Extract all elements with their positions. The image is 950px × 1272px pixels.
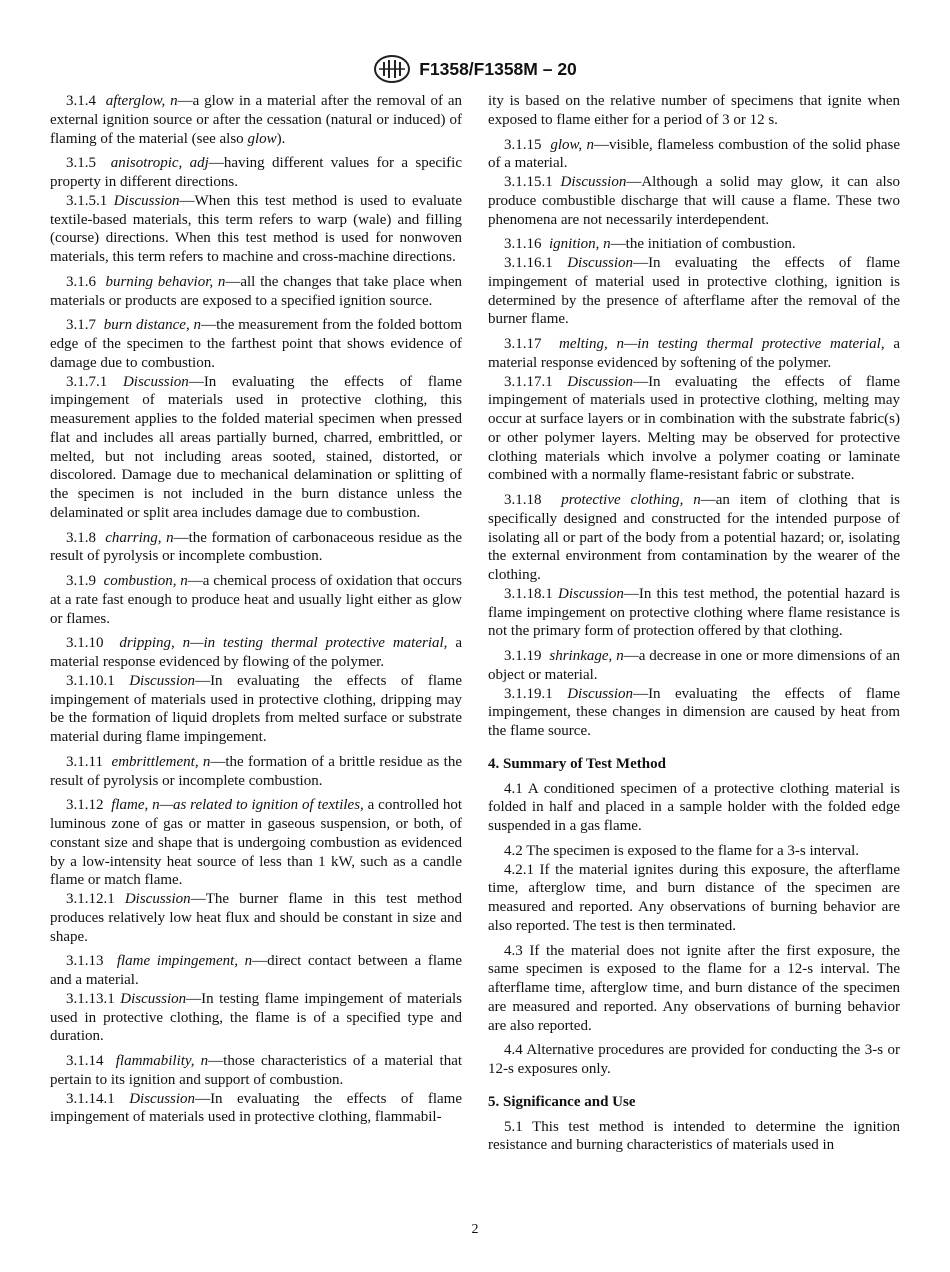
standard-designation: F1358/F1358M – 20 [419, 58, 577, 79]
discussion-dripping: 3.1.10.1 Discussion—In evaluating the effects of flame impingement of materials used in protective clothing, dripping may be the formation of liquid droplets from melted surface or substrate material during flame impingement. [50, 672, 463, 745]
definition-ignition: 3.1.16 ignition, n—the initiation of combustion. [504, 236, 796, 253]
discussion-protective-clothing: 3.1.18.1 Discussion—In this test method, the potential hazard is flame impingement on protective clothing where flame resistance is not the primary form of protection offered by that clothing. [488, 585, 900, 640]
section-4-1: 4.1 A conditioned specimen of a protective clothing material is folded in half and placed in a sample holder with the folded edge suspended in a gas flame. [488, 780, 900, 834]
discussion-shrinkage: 3.1.19.1 Discussion—In evaluating the effects of flame impingement, these changes in dimension are caused by heat from the flame source. [488, 685, 901, 739]
discussion-ignition: 3.1.16.1 Discussion—In evaluating the effects of flame impingement of material used in protective clothing, ignition is determined by the presence of afterflame after the removal of the burner flame. [488, 255, 901, 328]
astm-logo-icon [373, 54, 411, 84]
section-4-4: 4.4 Alternative procedures are provided for conducting the 3-s or 12-s exposures only. [488, 1042, 900, 1077]
section-heading-summary: 4. Summary of Test Method [488, 755, 666, 772]
discussion-flammability-continued: ity is based on the relative number of specimens that ignite when exposed to flame either for a period of 3 or 12 s. [488, 93, 900, 128]
definition-melting: 3.1.17 melting, n—in testing thermal protective material, a material response evidenced by softening of the polymer. [488, 336, 900, 371]
page-header [0, 54, 950, 86]
page-number: 2 [471, 1222, 479, 1237]
discussion-flame: 3.1.12.1 Discussion—The burner flame in this test method produces relatively low heat flux and should be constant in size and shape. [50, 891, 462, 945]
definition-flame-impingement: 3.1.13 flame impingement, n—direct contact between a flame and a material. [50, 953, 463, 988]
section-4-3: 4.3 If the material does not ignite after the first exposure, the same specimen is exposed to the flame for a 12-s interval. The afterflame time, afterglow time, and burn distance of the specimen are measured and reported. Any observations of burning behavior are also reported. [488, 942, 900, 1034]
definition-burning-behavior: 3.1.6 burning behavior, n—all the changes that take place when materials or products are exposed to a specified ignition source. [50, 273, 462, 309]
discussion-anisotropic: 3.1.5.1 Discussion—When this test method is used to evaluate textile-based materials, this term refers to warp (wale) and filling (course) directions. When this test method is used for nonwoven materials, this term refers to machine and cross-machine directions. [50, 192, 462, 265]
definition-dripping: 3.1.10 dripping, n—in testing thermal protective material, a material response evidenced by flowing of the polymer. [50, 635, 462, 670]
left-column [50, 92, 462, 1127]
section-4-2: 4.2 The specimen is exposed to the flame for a 3-s interval. [504, 842, 860, 859]
definition-flammability: 3.1.14 flammability, n—those characteristics of a material that pertain to its ignition and support of combustion. [50, 1053, 463, 1088]
discussion-melting: 3.1.17.1 Discussion—In evaluating the effects of flame impingement of materials used in protective clothing, melting may occur at surface layers or in combination with the substrate fabric(s) or other polymer layers. Melting may be observed for protective clothing materials which involve a polymer coating or laminate combined with a normally flame-resistant fabric or substrate. [488, 373, 901, 484]
definition-anisotropic: 3.1.5 anisotropic, adj—having different values for a specific property in different directions. [50, 155, 462, 190]
definition-flame: 3.1.12 flame, n—as related to ignition of textiles, a controlled hot luminous zone of gas or matter in gaseous suspension, or both, of constant size and shape that is undergoing combustion as evidenced by a low-intensity heat source of less than 1 kW, such as a candle flame or match flame. [50, 797, 463, 889]
definition-protective-clothing: 3.1.18 protective clothing, n—an item of clothing that is specifically designed and constructed for the intended purpose of isolating all or part of the body from a potential hazard; or, isolating the external environment from contamination by the wearer of the clothing. [488, 492, 901, 583]
right-column [488, 92, 900, 1155]
discussion-flame-impingement: 3.1.13.1 Discussion—In testing flame impingement of materials used in protective clothing, the flame is of a specified type and duration. [50, 990, 463, 1045]
section-4-2-1: 4.2.1 If the material ignites during this exposure, the afterflame time, afterglow time, and burn distance of the specimen are measured and reported. Any observations of burning behavior are also reported. The test is then terminated. [488, 861, 900, 934]
definition-charring: 3.1.8 charring, n—the formation of carbonaceous residue as the result of pyrolysis or incomplete combustion. [50, 529, 463, 565]
section-5-1: 5.1 This test method is intended to determine the ignition resistance and burning characteristics of materials used in [488, 1118, 900, 1154]
discussion-flammability: 3.1.14.1 Discussion—In evaluating the effects of flame impingement of materials used in protective clothing, flammabil- [50, 1090, 463, 1126]
definition-embrittlement: 3.1.11 embrittlement, n—the formation of a brittle residue as the result of pyrolysis or incomplete combustion. [50, 753, 462, 789]
discussion-glow: 3.1.15.1 Discussion—Although a solid may glow, it can also produce combustible discharge that will cause a flame. These two phenomena are not necessarily interdependent. [488, 174, 900, 228]
section-heading-significance: 5. Significance and Use [488, 1093, 636, 1110]
definition-combustion: 3.1.9 combustion, n—a chemical process of oxidation that occurs at a rate fast enough to produce heat and usually light either as glow or flames. [50, 573, 463, 627]
definition-glow: 3.1.15 glow, n—visible, flameless combustion of the solid phase of a material. [488, 136, 900, 172]
definition-afterglow: 3.1.4 afterglow, n—a glow in a material after the removal of an external ignition source or after the cessation (natural or induced) of flaming of the material (see also glow). [50, 93, 462, 147]
discussion-burn-distance: 3.1.7.1 Discussion—In evaluating the effects of flame impingement of materials used in protective clothing, this measurement applies to the folded material specimen when pressed flat and includes all areas partially burned, charred, embrittled, or melted, but not including areas sooted, stained, distorted, or discolored. Damage due to mechanical delamination or splitting of the specimen is not included in the burn distance unless the delaminated or split area includes damage due to combustion. [50, 373, 463, 521]
definition-shrinkage: 3.1.19 shrinkage, n—a decrease in one or more dimensions of an object or material. [488, 648, 900, 683]
definition-burn-distance: 3.1.7 burn distance, n—the measurement from the folded bottom edge of the specimen to the farthest point that shows evidence of damage due to combustion. [50, 317, 462, 371]
